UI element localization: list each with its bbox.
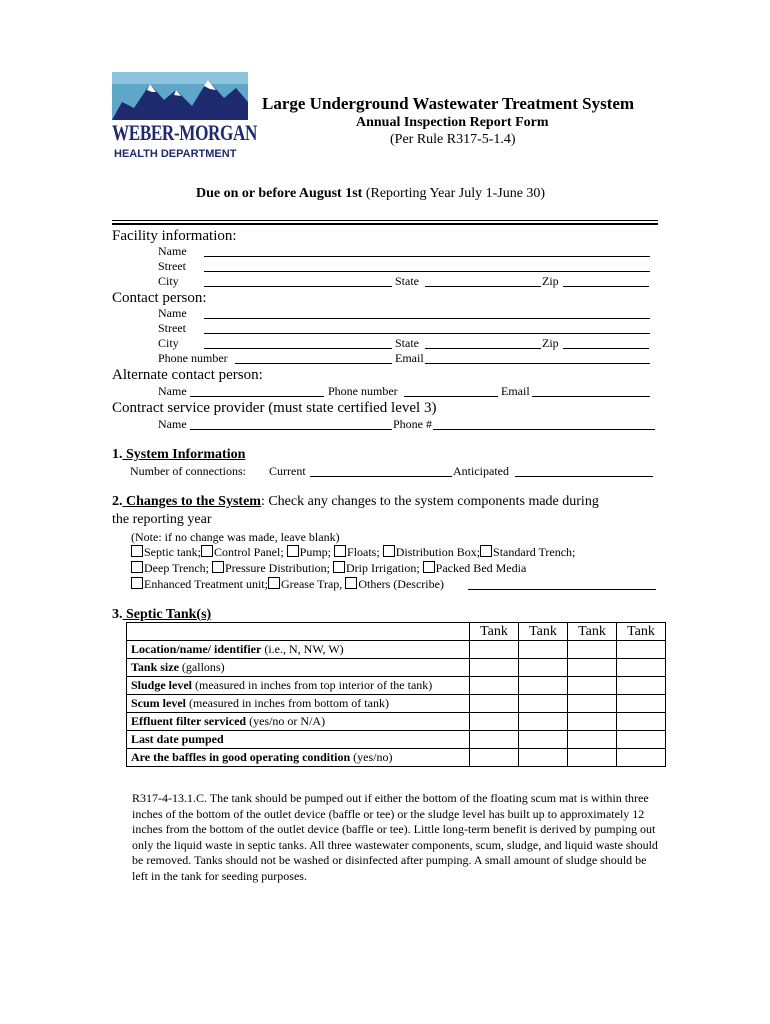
option-label: Drip Irrigation; bbox=[346, 561, 420, 575]
checkbox-pump[interactable] bbox=[287, 545, 299, 557]
change-options-row2 bbox=[131, 561, 526, 576]
table-cell[interactable] bbox=[568, 677, 617, 695]
checkbox-distribution-box[interactable] bbox=[383, 545, 395, 557]
contact-zip-field[interactable] bbox=[563, 348, 649, 349]
table-cell[interactable] bbox=[470, 731, 519, 749]
table-cell[interactable] bbox=[617, 749, 666, 767]
table-cell[interactable] bbox=[519, 695, 568, 713]
facility-street-label: Street bbox=[158, 259, 186, 273]
section2-desc-line2: the reporting year bbox=[112, 512, 212, 527]
table-cell[interactable] bbox=[519, 641, 568, 659]
rule-reference: (Per Rule R317-5-1.4) bbox=[390, 132, 516, 147]
option-label: Others (Describe) bbox=[358, 577, 444, 591]
due-date: Due on or before August 1st bbox=[196, 186, 363, 201]
table-column-header: Tank bbox=[568, 623, 617, 641]
row-label: Effluent filter serviced (yes/no or N/A) bbox=[127, 713, 470, 731]
section1-title: System Information bbox=[122, 447, 246, 462]
reporting-year: (Reporting Year July 1-June 30) bbox=[362, 186, 546, 201]
table-cell[interactable] bbox=[470, 749, 519, 767]
table-cell[interactable] bbox=[617, 731, 666, 749]
section3-number: 3. bbox=[112, 607, 123, 622]
change-options-row1 bbox=[131, 545, 575, 560]
checkbox-floats[interactable] bbox=[334, 545, 346, 557]
table-row bbox=[127, 659, 666, 677]
contact-email-field[interactable] bbox=[425, 363, 650, 364]
anticipated-label: Anticipated bbox=[453, 464, 509, 478]
facility-street-field[interactable] bbox=[204, 271, 650, 272]
checkbox-packed-bed-media[interactable] bbox=[423, 561, 435, 573]
facility-state-label: State bbox=[395, 274, 419, 288]
table-cell[interactable] bbox=[470, 641, 519, 659]
checkbox-control-panel[interactable] bbox=[201, 545, 213, 557]
checkbox-others[interactable] bbox=[345, 577, 357, 589]
table-row bbox=[127, 731, 666, 749]
contact-state-field[interactable] bbox=[425, 348, 541, 349]
page-title: Large Underground Wastewater Treatment System bbox=[262, 94, 635, 113]
contact-heading: Contact person: bbox=[112, 290, 207, 306]
table-column-header: Tank bbox=[470, 623, 519, 641]
facility-city-label: City bbox=[158, 274, 179, 288]
logo-org-name: WEBER-MORGAN bbox=[112, 120, 257, 145]
alternate-phone-label: Phone number bbox=[328, 384, 398, 398]
row-label: Last date pumped bbox=[127, 731, 470, 749]
contact-city-label: City bbox=[158, 336, 179, 350]
contract-phone-field[interactable] bbox=[433, 429, 655, 430]
contact-street-label: Street bbox=[158, 321, 186, 335]
logo-dept-name: HEALTH DEPARTMENT bbox=[114, 148, 237, 160]
checkbox-grease-trap[interactable] bbox=[268, 577, 280, 589]
checkbox-septic-tank[interactable] bbox=[131, 545, 143, 557]
header-divider-2 bbox=[112, 223, 658, 225]
logo bbox=[112, 72, 257, 162]
table-cell[interactable] bbox=[519, 659, 568, 677]
alternate-phone-field[interactable] bbox=[404, 396, 498, 397]
facility-zip-label: Zip bbox=[542, 274, 559, 288]
section3-title: Septic Tank(s) bbox=[122, 607, 212, 622]
option-label: Grease Trap, bbox=[280, 577, 343, 591]
section3-heading bbox=[112, 607, 211, 623]
others-describe-field[interactable] bbox=[468, 589, 656, 590]
contract-phone-label: Phone # bbox=[393, 417, 432, 431]
checkbox-pressure-distribution[interactable] bbox=[212, 561, 224, 573]
table-cell[interactable] bbox=[519, 749, 568, 767]
section1-heading bbox=[112, 447, 245, 463]
checkbox-drip-irrigation[interactable] bbox=[333, 561, 345, 573]
option-label: Enhanced Treatment unit; bbox=[144, 577, 268, 591]
facility-state-field[interactable] bbox=[425, 286, 541, 287]
anticipated-connections-field[interactable] bbox=[515, 476, 653, 477]
table-column-header: Tank bbox=[519, 623, 568, 641]
row-label: Sludge level (measured in inches from top interior of the tank) bbox=[127, 677, 470, 695]
due-date-line bbox=[196, 186, 545, 202]
contact-name-label: Name bbox=[158, 306, 187, 320]
septic-tank-table bbox=[126, 622, 666, 767]
alternate-heading: Alternate contact person: bbox=[112, 367, 263, 383]
contract-heading: Contract service provider (must state certified level 3) bbox=[112, 400, 437, 416]
row-label: Are the baffles in good operating condition (yes/no) bbox=[127, 749, 470, 767]
table-column-header: Tank bbox=[617, 623, 666, 641]
section2-note: (Note: if no change was made, leave blank) bbox=[131, 530, 340, 544]
table-row bbox=[127, 677, 666, 695]
section2-heading bbox=[112, 494, 599, 510]
table-row bbox=[127, 695, 666, 713]
checkbox-enhanced-treatment[interactable] bbox=[131, 577, 143, 589]
section2-number: 2. bbox=[112, 494, 123, 509]
option-label: Packed Bed Media bbox=[435, 561, 527, 575]
contact-city-field[interactable] bbox=[204, 348, 392, 349]
facility-name-label: Name bbox=[158, 244, 187, 258]
option-label: Standard Trench; bbox=[493, 545, 576, 559]
header-divider bbox=[112, 220, 658, 221]
table-cell[interactable] bbox=[568, 713, 617, 731]
alternate-name-label: Name bbox=[158, 384, 187, 398]
pumping-rule-note: R317-4-13.1.C. The tank should be pumped out if either the bottom of the floating scum mat is within three inches of the bottom of the outlet device (baffle or tee) or the sludge level has built up to approximately 12 inches from the bottom of the outlet device (baffle or tee). Little long-term benefit is derived by pumping out only the liquid waste in septic tanks. All three wastewater components, scum, sludge, and liquid waste should be removed. Tanks should not be washed or disinfected after pumping. A small amount of sludge should be left in the tank for seeding purposes. bbox=[132, 791, 658, 883]
option-label: Septic tank; bbox=[144, 545, 201, 559]
contact-zip-label: Zip bbox=[542, 336, 559, 350]
facility-heading: Facility information: bbox=[112, 228, 237, 244]
row-label: Scum level (measured in inches from bottom of tank) bbox=[127, 695, 470, 713]
contact-state-label: State bbox=[395, 336, 419, 350]
table-cell[interactable] bbox=[568, 731, 617, 749]
table-cell[interactable] bbox=[470, 695, 519, 713]
contact-phone-label: Phone number bbox=[158, 351, 228, 365]
contract-name-field[interactable] bbox=[190, 429, 392, 430]
option-label: Control Panel; bbox=[214, 545, 284, 559]
table-cell[interactable] bbox=[617, 659, 666, 677]
table-cell[interactable] bbox=[470, 713, 519, 731]
section2-desc: : Check any changes to the system components made during bbox=[260, 494, 599, 509]
table-row bbox=[127, 641, 666, 659]
table-cell[interactable] bbox=[617, 677, 666, 695]
contact-street-field[interactable] bbox=[204, 333, 650, 334]
table-cell[interactable] bbox=[519, 713, 568, 731]
facility-name-field[interactable] bbox=[204, 256, 650, 257]
option-label: Floats; bbox=[347, 545, 380, 559]
table-row bbox=[127, 749, 666, 767]
facility-city-field[interactable] bbox=[204, 286, 392, 287]
section2-title: Changes to the System bbox=[122, 494, 261, 509]
current-connections-field[interactable] bbox=[310, 476, 452, 477]
table-cell[interactable] bbox=[568, 695, 617, 713]
alternate-email-field[interactable] bbox=[532, 396, 650, 397]
table-cell[interactable] bbox=[519, 677, 568, 695]
row-label: Tank size (gallons) bbox=[127, 659, 470, 677]
connections-label: Number of connections: bbox=[130, 464, 246, 478]
alternate-email-label: Email bbox=[501, 384, 530, 398]
table-cell[interactable] bbox=[568, 749, 617, 767]
page-subtitle: Annual Inspection Report Form bbox=[356, 115, 549, 130]
table-corner-cell bbox=[127, 623, 470, 641]
table-cell[interactable] bbox=[568, 659, 617, 677]
table-cell[interactable] bbox=[617, 713, 666, 731]
table-cell[interactable] bbox=[519, 731, 568, 749]
checkbox-deep-trench[interactable] bbox=[131, 561, 143, 573]
table-cell[interactable] bbox=[617, 695, 666, 713]
contact-email-label: Email bbox=[395, 351, 424, 365]
contact-phone-field[interactable] bbox=[235, 363, 392, 364]
table-header-row bbox=[127, 623, 666, 641]
checkbox-standard-trench[interactable] bbox=[480, 545, 492, 557]
section1-number: 1. bbox=[112, 447, 123, 462]
table-cell[interactable] bbox=[470, 659, 519, 677]
option-label: Distribution Box; bbox=[395, 545, 481, 559]
facility-zip-field[interactable] bbox=[563, 286, 649, 287]
option-label: Deep Trench; bbox=[144, 561, 209, 575]
option-label: Pump; bbox=[299, 545, 332, 559]
contract-name-label: Name bbox=[158, 417, 187, 431]
table-cell[interactable] bbox=[568, 641, 617, 659]
mountain-logo-icon bbox=[112, 72, 248, 120]
change-options-row3 bbox=[131, 577, 444, 592]
row-label: Location/name/ identifier (i.e., N, NW, W) bbox=[127, 641, 470, 659]
alternate-name-field[interactable] bbox=[190, 396, 324, 397]
option-label: Pressure Distribution; bbox=[225, 561, 330, 575]
current-label: Current bbox=[269, 464, 306, 478]
contact-name-field[interactable] bbox=[204, 318, 650, 319]
table-row bbox=[127, 713, 666, 731]
table-cell[interactable] bbox=[617, 641, 666, 659]
table-cell[interactable] bbox=[470, 677, 519, 695]
